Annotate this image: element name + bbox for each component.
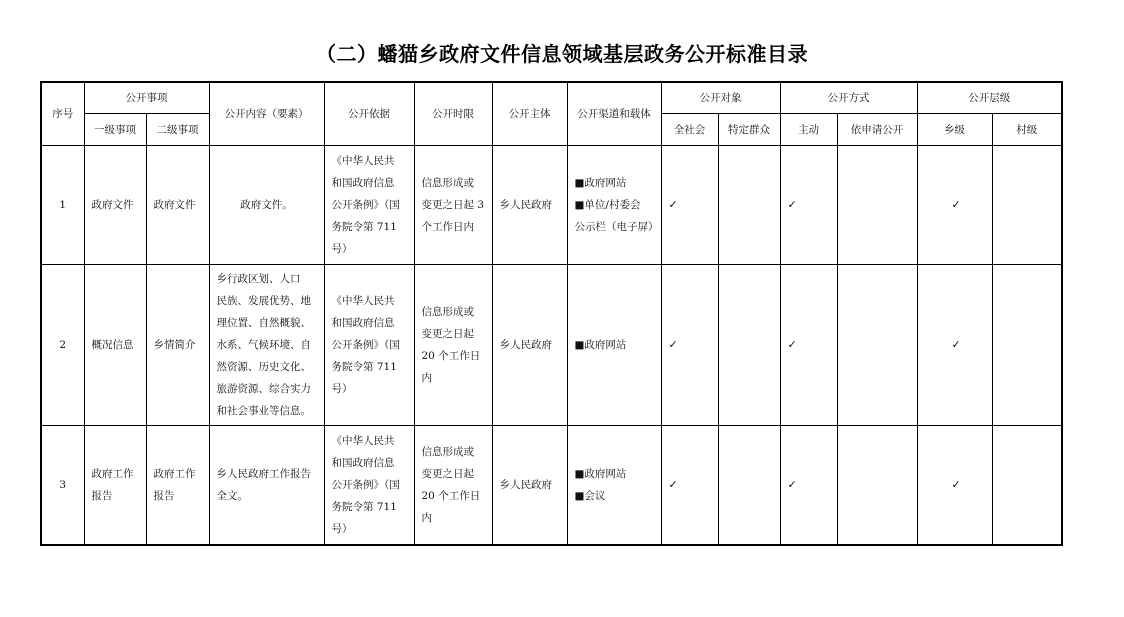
row-basis: 《中华人民共 和国政府信息 公开条例》（国 务院令第 711 号） xyxy=(324,264,414,425)
row-method-active xyxy=(780,264,837,425)
row-subject: 乡人民政府 xyxy=(492,425,567,545)
header-row-1 xyxy=(41,82,1062,113)
check-icon: ✓ xyxy=(668,198,678,211)
check-icon: ✓ xyxy=(951,478,961,492)
row-target-specific xyxy=(718,264,780,425)
header-tier: 公开层级 xyxy=(917,82,1062,113)
row-channel: ■政府网站 ■单位/村委会 公示栏（电子屏） xyxy=(567,145,661,264)
row-time-limit: 信息形成或 变更之日起 3 个工作日内 xyxy=(414,145,492,264)
header-tier-township: 乡级 xyxy=(917,113,992,145)
check-icon: ✓ xyxy=(951,198,961,211)
header-level1: 一级事项 xyxy=(84,113,146,145)
row-method-request xyxy=(837,425,917,545)
header-method-request: 依申请公开 xyxy=(837,113,917,145)
row-tier-township xyxy=(917,264,992,425)
row-content: 政府文件。 xyxy=(209,145,324,264)
row-target-all xyxy=(661,264,718,425)
header-basis: 公开依据 xyxy=(324,82,414,145)
row-content: 乡人民政府工作报告 全文。 xyxy=(209,425,324,545)
row-basis: 《中华人民共 和国政府信息 公开条例》（国 务院令第 711 号） xyxy=(324,145,414,264)
header-channel: 公开渠道和载体 xyxy=(567,82,661,145)
row-seq: 1 xyxy=(41,145,84,264)
table-row xyxy=(41,264,1062,425)
check-icon: ✓ xyxy=(668,338,678,351)
row-time-limit: 信息形成或 变更之日起 20 个工作日 内 xyxy=(414,264,492,425)
row-basis: 《中华人民共 和国政府信息 公开条例》（国 务院令第 711 号） xyxy=(324,425,414,545)
row-target-specific xyxy=(718,425,780,545)
check-icon: ✓ xyxy=(787,478,797,492)
header-seq: 序号 xyxy=(41,82,84,145)
header-level2: 二级事项 xyxy=(146,113,209,145)
row-seq: 2 xyxy=(41,264,84,425)
row-level2: 政府文件 xyxy=(146,145,209,264)
row-content: 乡行政区划、人口 民族、发展优势、地 理位置、自然概貌、 水系、气候环境、自 然资源、历史文化、 旅游资源、综合实力 和社会事业等信息。 xyxy=(209,264,324,425)
row-method-request xyxy=(837,264,917,425)
check-icon: ✓ xyxy=(787,338,797,351)
header-method: 公开方式 xyxy=(780,82,917,113)
page-title: （二）蟠猫乡政府文件信息领域基层政务公开标准目录 xyxy=(316,42,808,66)
header-method-active: 主动 xyxy=(780,113,837,145)
row-seq: 3 xyxy=(41,425,84,545)
row-subject: 乡人民政府 xyxy=(492,145,567,264)
row-method-active xyxy=(780,145,837,264)
row-channel: ■政府网站 ■会议 xyxy=(567,425,661,545)
check-icon: ✓ xyxy=(951,338,961,351)
row-channel: ■政府网站 xyxy=(567,264,661,425)
check-icon: ✓ xyxy=(787,198,797,211)
table-row xyxy=(41,145,1062,264)
row-level2: 乡情简介 xyxy=(146,264,209,425)
row-level1: 概况信息 xyxy=(84,264,146,425)
row-level1: 政府工作 报告 xyxy=(84,425,146,545)
header-target-specific: 特定群众 xyxy=(718,113,780,145)
row-tier-village xyxy=(992,145,1062,264)
row-tier-township xyxy=(917,145,992,264)
table-row xyxy=(41,425,1062,545)
row-level2: 政府工作 报告 xyxy=(146,425,209,545)
disclosure-catalog-table xyxy=(40,81,1063,546)
row-target-all xyxy=(661,425,718,545)
header-tier-village: 村级 xyxy=(992,113,1062,145)
row-target-all xyxy=(661,145,718,264)
row-method-active xyxy=(780,425,837,545)
row-method-request xyxy=(837,145,917,264)
row-level1: 政府文件 xyxy=(84,145,146,264)
row-tier-village xyxy=(992,264,1062,425)
header-content: 公开内容（要素） xyxy=(209,82,324,145)
header-time-limit: 公开时限 xyxy=(414,82,492,145)
header-subject: 公开主体 xyxy=(492,82,567,145)
row-time-limit: 信息形成或 变更之日起 20 个工作日 内 xyxy=(414,425,492,545)
row-tier-village xyxy=(992,425,1062,545)
row-subject: 乡人民政府 xyxy=(492,264,567,425)
row-tier-township xyxy=(917,425,992,545)
header-target-all: 全社会 xyxy=(661,113,718,145)
header-items: 公开事项 xyxy=(84,82,209,113)
row-target-specific xyxy=(718,145,780,264)
check-icon: ✓ xyxy=(668,478,678,492)
header-target: 公开对象 xyxy=(661,82,780,113)
